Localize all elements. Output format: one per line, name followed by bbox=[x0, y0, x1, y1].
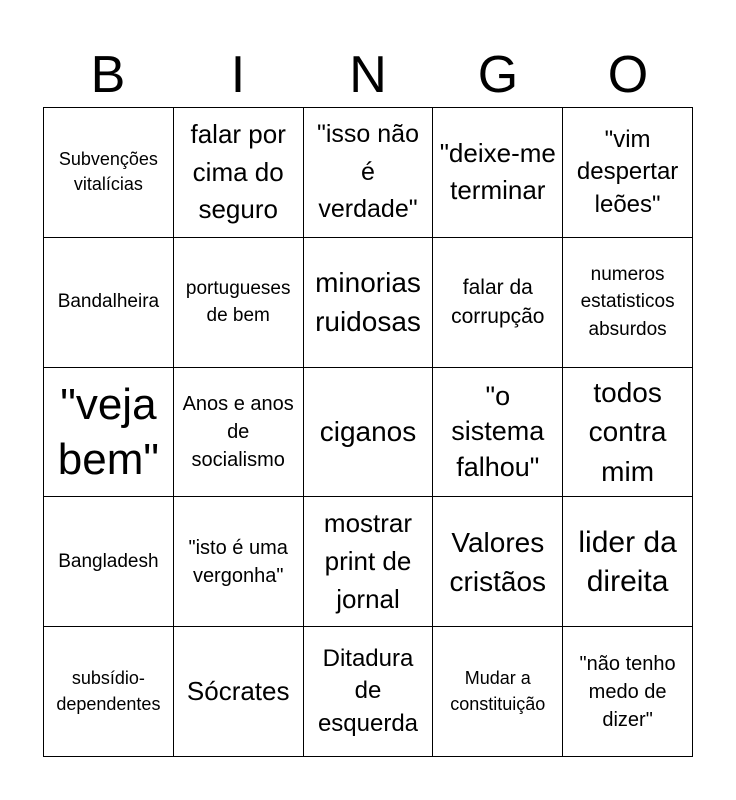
bingo-cell[interactable]: Valores cristãos bbox=[433, 497, 563, 627]
bingo-cell[interactable]: Bangladesh bbox=[44, 497, 174, 627]
bingo-cell[interactable]: "isto é uma vergonha" bbox=[174, 497, 304, 627]
bingo-header bbox=[43, 44, 693, 106]
bingo-cell[interactable]: "não tenho medo de dizer" bbox=[563, 627, 693, 757]
bingo-cell[interactable]: numeros estatisticos absurdos bbox=[563, 238, 693, 368]
bingo-cell[interactable]: "isso não é verdade" bbox=[304, 108, 434, 238]
bingo-cell[interactable]: subsídio-dependentes bbox=[44, 627, 174, 757]
bingo-cell[interactable]: Anos e anos de socialismo bbox=[174, 368, 304, 498]
bingo-cell[interactable]: "o sistema falhou" bbox=[433, 368, 563, 498]
bingo-cell[interactable]: falar por cima do seguro bbox=[174, 108, 304, 238]
bingo-cell[interactable]: minorias ruidosas bbox=[304, 238, 434, 368]
bingo-cell[interactable]: "vim despertar leões" bbox=[563, 108, 693, 238]
bingo-cell[interactable]: falar da corrupção bbox=[433, 238, 563, 368]
bingo-cell[interactable]: Sócrates bbox=[174, 627, 304, 757]
header-letter-o: O bbox=[607, 46, 649, 104]
header-letter-n: N bbox=[349, 46, 387, 104]
bingo-cell[interactable]: Subvenções vitalícias bbox=[44, 108, 174, 238]
header-letter-b: B bbox=[90, 46, 126, 104]
bingo-cell[interactable]: todos contra mim bbox=[563, 368, 693, 498]
header-letter-i: I bbox=[230, 46, 246, 104]
bingo-cell[interactable]: ciganos bbox=[304, 368, 434, 498]
bingo-board bbox=[43, 107, 693, 757]
bingo-cell[interactable]: portugueses de bem bbox=[174, 238, 304, 368]
bingo-cell[interactable]: mostrar print de jornal bbox=[304, 497, 434, 627]
bingo-cell[interactable]: lider da direita bbox=[563, 497, 693, 627]
bingo-cell[interactable]: Ditadura de esquerda bbox=[304, 627, 434, 757]
bingo-cell[interactable]: "veja bem" bbox=[44, 368, 174, 498]
bingo-cell[interactable]: Mudar a constituição bbox=[433, 627, 563, 757]
header-letter-g: G bbox=[477, 46, 519, 104]
bingo-cell[interactable]: "deixe-me terminar bbox=[433, 108, 563, 238]
bingo-cell[interactable]: Bandalheira bbox=[44, 238, 174, 368]
